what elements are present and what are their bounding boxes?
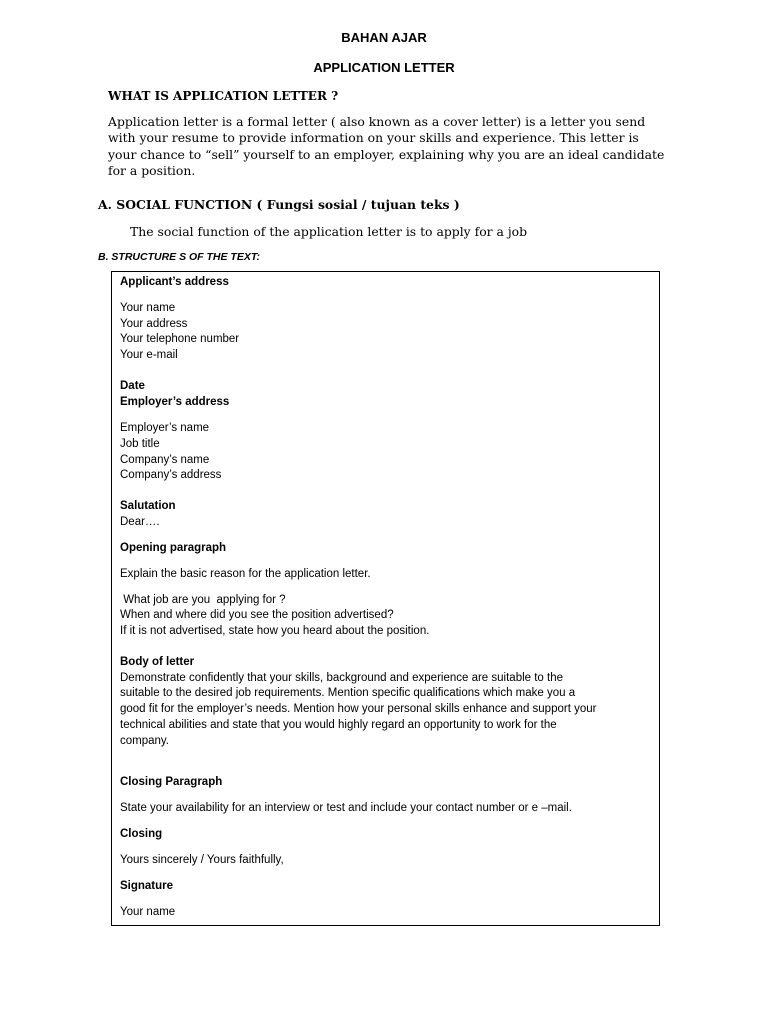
signature-text: Your name xyxy=(120,906,176,918)
applicant-line: Your address xyxy=(120,318,188,330)
section-b-heading: B. STRUCTURE S OF THE TEXT: xyxy=(98,251,260,263)
intro-question: WHAT IS APPLICATION LETTER ? xyxy=(108,89,339,103)
closing-paragraph-heading: Closing Paragraph xyxy=(120,776,223,788)
body-heading: Body of letter xyxy=(120,656,195,668)
intro-line: for a position. xyxy=(108,163,196,179)
opening-heading: Opening paragraph xyxy=(120,542,227,554)
body-line: company. xyxy=(120,735,170,747)
salutation-heading: Salutation xyxy=(120,500,176,512)
applicant-line: Your telephone number xyxy=(120,333,240,345)
opening-question: What job are you applying for ? xyxy=(120,594,286,606)
intro-line: with your resume to provide information on your skills and experience. This letter is xyxy=(108,130,639,146)
opening-question: If it is not advertised, state how you heard about the position. xyxy=(120,625,430,637)
applicant-heading: Applicant’s address xyxy=(120,276,229,288)
date-heading: Date xyxy=(120,380,145,392)
closing-text: Yours sincerely / Yours faithfully, xyxy=(120,854,284,866)
body-line: Demonstrate confidently that your skills, background and experience are suitable to the xyxy=(120,672,564,684)
employer-line: Job title xyxy=(120,438,160,450)
employer-heading: Employer’s address xyxy=(120,396,230,408)
employer-line: Company’s address xyxy=(120,469,222,481)
document-subheading: APPLICATION LETTER xyxy=(313,60,455,75)
employer-line: Employer’s name xyxy=(120,422,210,434)
intro-line: Application letter is a formal letter ( also known as a cover letter) is a letter you send xyxy=(108,114,646,129)
closing-heading: Closing xyxy=(120,828,163,840)
opening-question: When and where did you see the position advertised? xyxy=(120,609,394,621)
opening-text: Explain the basic reason for the application letter. xyxy=(120,568,371,580)
body-line: suitable to the desired job requirements. Mention specific qualifications which make you a xyxy=(120,687,576,699)
body-line: good fit for the employer’s needs. Mention how your personal skills enhance and support your xyxy=(120,703,597,715)
section-a-text: The social function of the application letter is to apply for a job xyxy=(130,224,528,239)
document-heading: BAHAN AJAR xyxy=(341,30,427,45)
applicant-line: Your name xyxy=(120,302,176,314)
intro-paragraph xyxy=(108,114,688,180)
signature-heading: Signature xyxy=(120,880,174,892)
intro-line: your chance to “sell” yourself to an employer, explaining why you are an ideal candidate xyxy=(108,146,665,162)
applicant-line: Your e-mail xyxy=(120,349,178,361)
salutation-text: Dear…. xyxy=(120,516,160,528)
body-line: technical abilities and state that you would highly regard an opportunity to work for the xyxy=(120,719,557,731)
section-a-heading: A. SOCIAL FUNCTION ( Fungsi sosial / tujuan teks ) xyxy=(98,197,460,212)
employer-line: Company’s name xyxy=(120,454,210,466)
closing-paragraph-text: State your availability for an interview or test and include your contact number or e –mail. xyxy=(120,802,572,814)
